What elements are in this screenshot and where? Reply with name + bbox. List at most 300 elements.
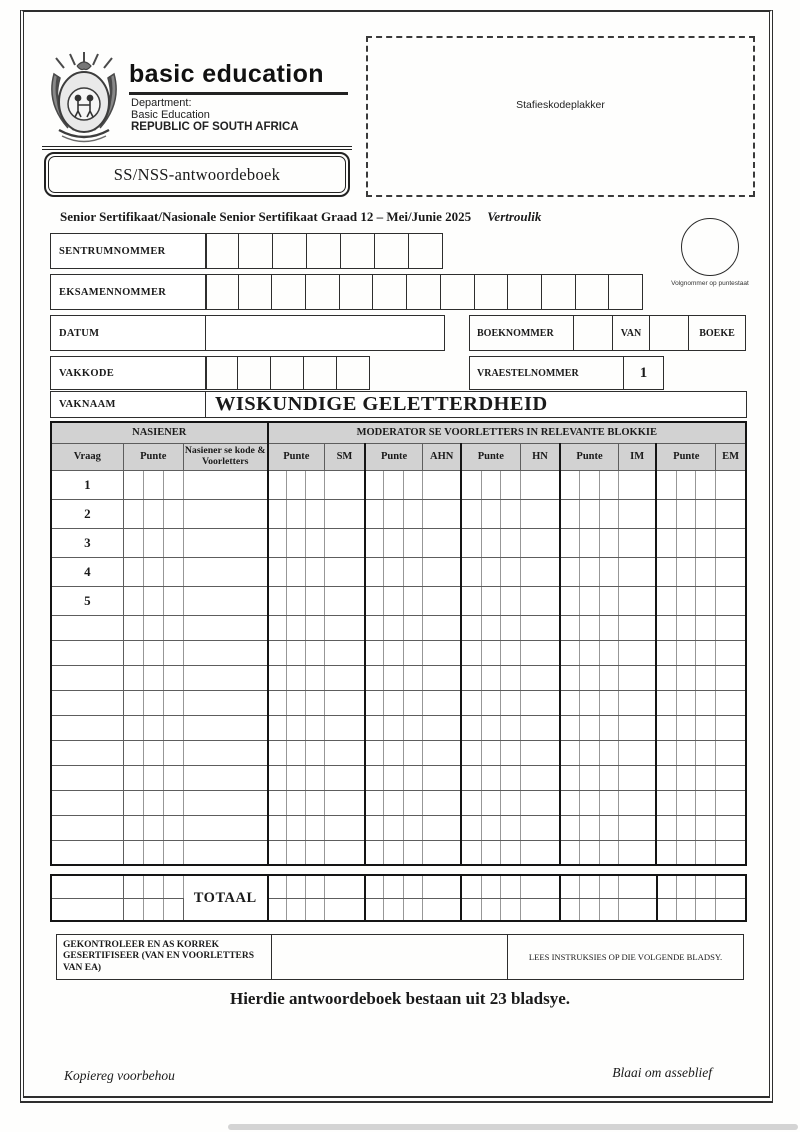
initials-cell bbox=[325, 615, 365, 640]
sticker-box bbox=[366, 36, 755, 197]
initials-cell bbox=[716, 528, 746, 557]
punte-subcell bbox=[365, 740, 384, 765]
total-grid-cell bbox=[560, 898, 579, 921]
initials-cell bbox=[325, 765, 365, 790]
initials-cell bbox=[716, 690, 746, 715]
punte-subcell bbox=[306, 715, 325, 740]
column-header-ahn: AHN bbox=[423, 443, 461, 470]
total-grid-cell bbox=[123, 898, 143, 921]
question-number-cell: 1 bbox=[51, 470, 123, 499]
punte-subcell bbox=[404, 840, 423, 865]
initials-cell bbox=[423, 840, 461, 865]
punte-subcell bbox=[461, 765, 481, 790]
total-grid-cell bbox=[520, 875, 560, 898]
question-number-cell bbox=[51, 815, 123, 840]
initials-cell bbox=[520, 690, 560, 715]
total-grid-cell bbox=[306, 898, 325, 921]
total-grid-cell bbox=[143, 875, 163, 898]
punte-subcell bbox=[481, 740, 500, 765]
column-header-hn: HN bbox=[520, 443, 560, 470]
punte-subcell bbox=[579, 765, 599, 790]
punte-subcell bbox=[560, 586, 579, 615]
punte-subcell bbox=[384, 815, 404, 840]
answer-book-top-rule bbox=[42, 146, 352, 150]
punte-subcell bbox=[163, 615, 183, 640]
initials-cell bbox=[423, 790, 461, 815]
punte-subcell bbox=[677, 499, 696, 528]
digit-box bbox=[273, 233, 307, 269]
punte-subcell bbox=[560, 557, 579, 586]
punte-subcell bbox=[599, 470, 618, 499]
question-number-cell bbox=[51, 765, 123, 790]
punte-subcell bbox=[599, 528, 618, 557]
total-grid-cell bbox=[560, 875, 579, 898]
initials-cell bbox=[716, 840, 746, 865]
punte-subcell bbox=[656, 790, 676, 815]
field-label-vaknaam: VAKNAAM bbox=[50, 391, 207, 418]
marks-table bbox=[50, 421, 747, 866]
punte-subcell bbox=[696, 690, 716, 715]
punte-subcell bbox=[677, 740, 696, 765]
punte-subcell bbox=[306, 557, 325, 586]
digit-box bbox=[340, 274, 374, 310]
question-number-cell bbox=[51, 840, 123, 865]
field-label-vakkode: VAKKODE bbox=[50, 356, 207, 390]
total-label-cell: TOTAAL bbox=[183, 875, 267, 921]
initials-cell bbox=[325, 499, 365, 528]
digit-box bbox=[542, 274, 576, 310]
punte-subcell bbox=[384, 615, 404, 640]
initials-cell bbox=[716, 765, 746, 790]
punte-subcell bbox=[599, 815, 618, 840]
digit-box bbox=[205, 274, 239, 310]
punte-subcell bbox=[143, 765, 163, 790]
punte-subcell bbox=[461, 499, 481, 528]
punte-subcell bbox=[365, 815, 384, 840]
punte-subcell bbox=[143, 470, 163, 499]
total-grid-cell bbox=[618, 875, 656, 898]
initials-cell bbox=[423, 470, 461, 499]
initials-cell bbox=[618, 815, 656, 840]
punte-subcell bbox=[143, 640, 163, 665]
punte-subcell bbox=[404, 640, 423, 665]
punte-subcell bbox=[365, 690, 384, 715]
initials-cell bbox=[423, 815, 461, 840]
punte-subcell bbox=[306, 470, 325, 499]
punte-subcell bbox=[123, 470, 143, 499]
initials-cell bbox=[618, 586, 656, 615]
punte-subcell bbox=[461, 790, 481, 815]
initials-cell bbox=[618, 790, 656, 815]
sticker-label: Stafieskodeplakker bbox=[516, 98, 605, 111]
digit-box bbox=[337, 356, 370, 390]
punte-subcell bbox=[306, 790, 325, 815]
punte-subcell bbox=[579, 715, 599, 740]
punte-subcell bbox=[461, 615, 481, 640]
punte-subcell bbox=[163, 557, 183, 586]
punte-subcell bbox=[287, 740, 306, 765]
punte-subcell bbox=[306, 740, 325, 765]
punte-subcell bbox=[560, 815, 579, 840]
initials-cell bbox=[520, 470, 560, 499]
punte-subcell bbox=[404, 615, 423, 640]
punte-subcell bbox=[696, 528, 716, 557]
digit-box bbox=[373, 274, 407, 310]
total-grid-cell bbox=[461, 875, 481, 898]
serial-number-circle bbox=[681, 218, 739, 276]
totals-table bbox=[50, 874, 747, 922]
punte-subcell bbox=[123, 615, 143, 640]
punte-subcell bbox=[384, 586, 404, 615]
punte-subcell bbox=[461, 557, 481, 586]
punte-subcell bbox=[123, 528, 143, 557]
digit-box bbox=[375, 233, 409, 269]
punte-subcell bbox=[268, 640, 287, 665]
digit-box bbox=[609, 274, 643, 310]
question-number-cell: 4 bbox=[51, 557, 123, 586]
punte-subcell bbox=[677, 640, 696, 665]
punte-subcell bbox=[404, 765, 423, 790]
total-grid-cell bbox=[677, 898, 696, 921]
column-header-punte: Punte bbox=[656, 443, 715, 470]
punte-subcell bbox=[599, 765, 618, 790]
digit-box bbox=[239, 233, 273, 269]
punte-subcell bbox=[579, 690, 599, 715]
total-grid-cell bbox=[268, 898, 287, 921]
punte-subcell bbox=[500, 528, 520, 557]
punte-subcell bbox=[461, 690, 481, 715]
initials-cell bbox=[325, 790, 365, 815]
punte-subcell bbox=[306, 765, 325, 790]
vaknaam-value: WISKUNDIGE GELETTERDHEID bbox=[205, 391, 747, 418]
punte-subcell bbox=[306, 586, 325, 615]
punte-subcell bbox=[268, 586, 287, 615]
initials-cell bbox=[716, 715, 746, 740]
punte-subcell bbox=[579, 615, 599, 640]
punte-subcell bbox=[481, 470, 500, 499]
initials-cell bbox=[618, 690, 656, 715]
punte-subcell bbox=[143, 586, 163, 615]
punte-subcell bbox=[461, 740, 481, 765]
boeknommer-label: BOEKNOMMER bbox=[469, 315, 574, 351]
punte-subcell bbox=[306, 665, 325, 690]
vraestelnommer-group bbox=[469, 356, 664, 390]
punte-subcell bbox=[500, 615, 520, 640]
exam-title-main: Senior Sertifikaat/Nasionale Senior Sertifikaat Graad 12 – Mei/Junie 2025 bbox=[60, 209, 472, 224]
punte-subcell bbox=[599, 740, 618, 765]
initials-cell bbox=[716, 557, 746, 586]
total-grid-cell bbox=[287, 875, 306, 898]
punte-subcell bbox=[579, 665, 599, 690]
punte-subcell bbox=[481, 586, 500, 615]
total-grid-cell bbox=[404, 898, 423, 921]
punte-subcell bbox=[677, 840, 696, 865]
initials-cell bbox=[325, 715, 365, 740]
punte-subcell bbox=[123, 586, 143, 615]
van-value-box bbox=[650, 315, 689, 351]
punte-subcell bbox=[461, 665, 481, 690]
question-number-cell: 2 bbox=[51, 499, 123, 528]
initials-cell bbox=[423, 765, 461, 790]
punte-subcell bbox=[656, 740, 676, 765]
punte-subcell bbox=[500, 715, 520, 740]
datum-value-box bbox=[205, 315, 445, 351]
initials-cell bbox=[325, 640, 365, 665]
total-grid-cell bbox=[163, 875, 183, 898]
initials-cell bbox=[618, 499, 656, 528]
footer-turn-over: Blaai om asseblief bbox=[612, 1065, 712, 1080]
punte-subcell bbox=[268, 765, 287, 790]
scan-artifact-bar bbox=[228, 1124, 798, 1130]
initials-cell bbox=[716, 470, 746, 499]
punte-subcell bbox=[500, 690, 520, 715]
punte-subcell bbox=[404, 557, 423, 586]
answer-book-box bbox=[44, 152, 350, 197]
punte-subcell bbox=[365, 470, 384, 499]
punte-subcell bbox=[384, 790, 404, 815]
punte-subcell bbox=[560, 470, 579, 499]
punte-subcell bbox=[287, 815, 306, 840]
initials-cell bbox=[423, 528, 461, 557]
punte-subcell bbox=[560, 840, 579, 865]
column-header-sm: SM bbox=[325, 443, 365, 470]
digit-box bbox=[441, 274, 475, 310]
punte-subcell bbox=[287, 665, 306, 690]
punte-subcell bbox=[365, 499, 384, 528]
page-note: Hierdie antwoordeboek bestaan uit 23 bladsye. bbox=[229, 989, 571, 1008]
punte-subcell bbox=[365, 715, 384, 740]
certification-left-text: GEKONTROLEER EN AS KORREK GESERTIFISEER (VAN EN VOORLETTERS VAN EA) bbox=[56, 934, 272, 980]
total-grid-cell bbox=[481, 875, 500, 898]
question-number-cell bbox=[51, 615, 123, 640]
initials-cell bbox=[716, 815, 746, 840]
punte-subcell bbox=[599, 790, 618, 815]
initials-cell bbox=[716, 790, 746, 815]
initials-cell bbox=[520, 790, 560, 815]
punte-subcell bbox=[656, 586, 676, 615]
punte-subcell bbox=[696, 740, 716, 765]
punte-subcell bbox=[163, 470, 183, 499]
initials-cell bbox=[423, 715, 461, 740]
punte-subcell bbox=[481, 815, 500, 840]
punte-subcell bbox=[306, 690, 325, 715]
punte-subcell bbox=[599, 690, 618, 715]
punte-subcell bbox=[306, 615, 325, 640]
total-grid-cell bbox=[423, 875, 461, 898]
punte-subcell bbox=[287, 690, 306, 715]
punte-subcell bbox=[306, 840, 325, 865]
punte-subcell bbox=[656, 665, 676, 690]
initials-cell bbox=[716, 740, 746, 765]
digit-box bbox=[576, 274, 610, 310]
column-header-im: IM bbox=[618, 443, 656, 470]
question-number-cell: 5 bbox=[51, 586, 123, 615]
certification-signature-box bbox=[272, 934, 508, 980]
total-grid-cell bbox=[404, 875, 423, 898]
punte-subcell bbox=[461, 640, 481, 665]
punte-subcell bbox=[163, 765, 183, 790]
punte-subcell bbox=[163, 840, 183, 865]
punte-subcell bbox=[365, 586, 384, 615]
punte-subcell bbox=[560, 690, 579, 715]
punte-subcell bbox=[696, 840, 716, 865]
punte-subcell bbox=[143, 815, 163, 840]
punte-subcell bbox=[306, 815, 325, 840]
punte-subcell bbox=[163, 715, 183, 740]
total-grid-cell bbox=[500, 875, 520, 898]
punte-subcell bbox=[481, 715, 500, 740]
marker-code-cell bbox=[183, 665, 267, 690]
certification-right-text: LEES INSTRUKSIES OP DIE VOLGENDE BLADSY. bbox=[508, 934, 744, 980]
punte-subcell bbox=[579, 557, 599, 586]
punte-subcell bbox=[696, 815, 716, 840]
initials-cell bbox=[618, 470, 656, 499]
punte-subcell bbox=[123, 815, 143, 840]
punte-subcell bbox=[579, 470, 599, 499]
punte-subcell bbox=[163, 499, 183, 528]
initials-cell bbox=[520, 586, 560, 615]
vakkode-digit-boxes bbox=[205, 356, 370, 390]
punte-subcell bbox=[384, 470, 404, 499]
punte-subcell bbox=[677, 690, 696, 715]
initials-cell bbox=[618, 557, 656, 586]
marker-code-cell bbox=[183, 557, 267, 586]
field-label-eksamennommer: EKSAMENNOMMER bbox=[50, 274, 207, 310]
initials-cell bbox=[423, 615, 461, 640]
digit-box bbox=[306, 274, 340, 310]
total-grid-cell bbox=[287, 898, 306, 921]
punte-subcell bbox=[384, 499, 404, 528]
punte-subcell bbox=[696, 557, 716, 586]
punte-subcell bbox=[481, 665, 500, 690]
punte-subcell bbox=[599, 586, 618, 615]
punte-subcell bbox=[696, 499, 716, 528]
total-grid-cell bbox=[579, 875, 599, 898]
punte-subcell bbox=[696, 715, 716, 740]
punte-subcell bbox=[143, 715, 163, 740]
digit-box bbox=[239, 274, 273, 310]
punte-subcell bbox=[677, 615, 696, 640]
punte-subcell bbox=[365, 615, 384, 640]
punte-subcell bbox=[287, 470, 306, 499]
initials-cell bbox=[716, 615, 746, 640]
total-grid-cell bbox=[599, 875, 618, 898]
exam-title bbox=[60, 209, 541, 225]
punte-subcell bbox=[268, 528, 287, 557]
punte-subcell bbox=[384, 740, 404, 765]
punte-subcell bbox=[500, 640, 520, 665]
punte-subcell bbox=[579, 586, 599, 615]
department-line-3: REPUBLIC OF SOUTH AFRICA bbox=[131, 121, 299, 133]
punte-subcell bbox=[560, 765, 579, 790]
answer-book-label: SS/NSS-antwoordeboek bbox=[48, 156, 346, 193]
punte-subcell bbox=[163, 640, 183, 665]
punte-subcell bbox=[268, 815, 287, 840]
punte-subcell bbox=[696, 765, 716, 790]
marker-code-cell bbox=[183, 586, 267, 615]
punte-subcell bbox=[384, 690, 404, 715]
punte-subcell bbox=[560, 640, 579, 665]
column-header-punte: Punte bbox=[268, 443, 325, 470]
digit-box bbox=[475, 274, 509, 310]
punte-subcell bbox=[656, 840, 676, 865]
punte-subcell bbox=[143, 499, 163, 528]
total-grid-cell bbox=[500, 898, 520, 921]
punte-subcell bbox=[404, 740, 423, 765]
total-grid-cell bbox=[268, 875, 287, 898]
column-header-vraag: Vraag bbox=[51, 443, 123, 470]
punte-subcell bbox=[365, 640, 384, 665]
punte-subcell bbox=[143, 690, 163, 715]
total-grid-cell bbox=[696, 875, 716, 898]
brand-title: basic education bbox=[129, 60, 324, 88]
punte-subcell bbox=[579, 815, 599, 840]
boeke-label: BOEKE bbox=[689, 315, 746, 351]
initials-cell bbox=[716, 640, 746, 665]
sentrumnommer-digit-boxes bbox=[205, 233, 443, 269]
punte-subcell bbox=[677, 528, 696, 557]
initials-cell bbox=[325, 528, 365, 557]
punte-subcell bbox=[500, 665, 520, 690]
certification-strip bbox=[56, 934, 744, 980]
punte-subcell bbox=[404, 470, 423, 499]
punte-subcell bbox=[163, 815, 183, 840]
punte-subcell bbox=[500, 765, 520, 790]
initials-cell bbox=[520, 528, 560, 557]
vraestelnommer-value-box: 1 bbox=[624, 356, 664, 390]
punte-subcell bbox=[365, 665, 384, 690]
initials-cell bbox=[618, 640, 656, 665]
punte-subcell bbox=[287, 615, 306, 640]
punte-subcell bbox=[461, 815, 481, 840]
punte-subcell bbox=[579, 840, 599, 865]
initials-cell bbox=[423, 640, 461, 665]
punte-subcell bbox=[461, 840, 481, 865]
footer-copyright: Kopiereg voorbehou bbox=[64, 1068, 175, 1083]
total-grid-cell bbox=[143, 898, 163, 921]
digit-box bbox=[271, 356, 304, 390]
initials-cell bbox=[716, 586, 746, 615]
total-grid-cell bbox=[423, 898, 461, 921]
total-grid-cell bbox=[384, 898, 404, 921]
punte-subcell bbox=[560, 528, 579, 557]
punte-subcell bbox=[384, 528, 404, 557]
punte-subcell bbox=[461, 528, 481, 557]
punte-subcell bbox=[599, 840, 618, 865]
punte-subcell bbox=[404, 528, 423, 557]
punte-subcell bbox=[404, 715, 423, 740]
punte-subcell bbox=[123, 690, 143, 715]
column-header-nasiener-se-kode-voorletters: Nasiener se kode & Voorletters bbox=[183, 443, 267, 470]
initials-cell bbox=[325, 740, 365, 765]
punte-subcell bbox=[287, 557, 306, 586]
punte-subcell bbox=[143, 528, 163, 557]
digit-box bbox=[205, 356, 238, 390]
punte-subcell bbox=[123, 499, 143, 528]
punte-subcell bbox=[404, 790, 423, 815]
column-header-punte: Punte bbox=[560, 443, 618, 470]
punte-subcell bbox=[599, 715, 618, 740]
total-grid-cell bbox=[716, 898, 746, 921]
marker-code-cell bbox=[183, 840, 267, 865]
column-header-punte: Punte bbox=[123, 443, 183, 470]
punte-subcell bbox=[143, 790, 163, 815]
punte-subcell bbox=[287, 499, 306, 528]
initials-cell bbox=[520, 840, 560, 865]
digit-box bbox=[272, 274, 306, 310]
punte-subcell bbox=[287, 715, 306, 740]
department-line-1: Department: bbox=[131, 97, 192, 109]
